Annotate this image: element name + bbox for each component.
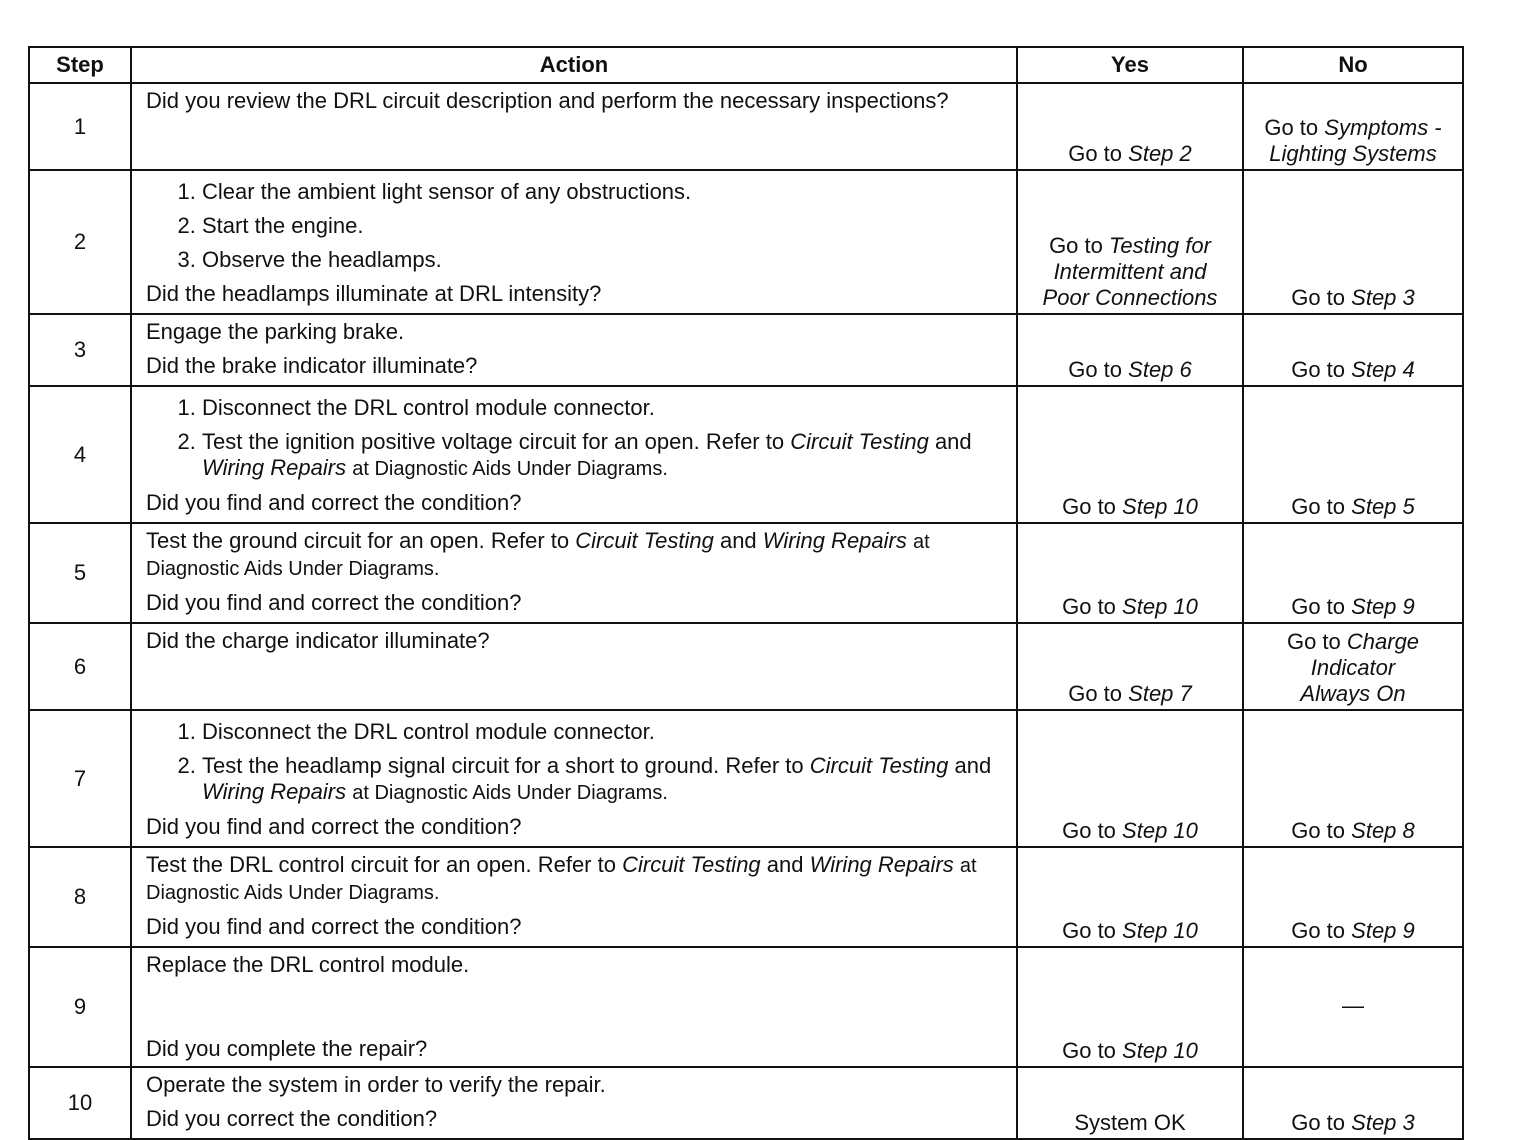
yes-ref: Step 2 [1128,141,1192,166]
no-prefix: Go to [1264,115,1319,140]
step-number: 6 [29,623,131,710]
action-step-item: 3. Observe the headlamps. [202,247,1008,273]
action-text [146,852,1008,906]
location-text: at Diagnostic Aids Under Diagrams. [146,531,930,580]
yes-prefix: Go to [1062,1038,1116,1063]
yes-result: System OK [1074,1110,1186,1135]
action-steps [146,719,1008,806]
table-row [29,1067,1463,1139]
item-text: Test the headlamp signal circuit for a short to ground. Refer to [202,753,804,778]
and-text: and [954,753,992,778]
no-cell [1243,314,1463,386]
yes-ref: Step 10 [1122,818,1198,843]
yes-prefix: Go to [1068,141,1123,166]
action-cell [131,1067,1017,1139]
header-yes: Yes [1017,47,1243,83]
action-cell [131,710,1017,847]
yes-cell [1017,847,1243,947]
yes-cell [1017,83,1243,170]
yes-cell [1017,623,1243,710]
yes-prefix: Go to [1068,357,1123,382]
yes-cell [1017,386,1243,523]
action-question: Did you find and correct the condition? [146,590,522,615]
yes-cell [1017,170,1243,314]
yes-ref: Step 7 [1128,681,1192,706]
yes-ref: Step 10 [1122,494,1198,519]
no-ref: Step 9 [1351,594,1415,619]
ref-wiring-repairs: Wiring Repairs [809,852,954,877]
yes-ref: Step 10 [1122,1038,1198,1063]
yes-prefix: Go to [1062,594,1116,619]
yes-ref: Testing for Intermittent and Poor Connections [1042,233,1218,310]
header-no: No [1243,47,1463,83]
ref-circuit-testing: Circuit Testing [575,528,714,553]
action-steps [146,179,1008,273]
no-cell [1243,947,1463,1067]
no-prefix: Go to [1291,918,1346,943]
no-ref: Step 8 [1351,818,1415,843]
location-text: at Diagnostic Aids Under Diagrams. [352,458,668,480]
no-ref: Charge Indicator Always On [1300,629,1420,706]
action-cell [131,83,1017,170]
location-text: at Diagnostic Aids Under Diagrams. [352,782,668,804]
ref-circuit-testing: Circuit Testing [790,429,929,454]
action-cell [131,170,1017,314]
no-prefix: Go to [1291,1110,1346,1135]
no-ref: Step 3 [1351,285,1415,310]
step-number: 8 [29,847,131,947]
action-text: Replace the DRL control module. [146,952,470,977]
action-question: Did you find and correct the condition? [146,914,522,939]
no-cell [1243,170,1463,314]
no-prefix: Go to [1286,629,1341,654]
table-row [29,623,1463,710]
yes-cell [1017,523,1243,623]
header-row [29,47,1463,83]
no-cell [1243,1067,1463,1139]
and-text: and [934,429,972,454]
ref-wiring-repairs: Wiring Repairs [762,528,907,553]
table-row [29,386,1463,523]
no-cell [1243,847,1463,947]
item-text: Test the ignition positive voltage circuit for an open. Refer to [202,429,785,454]
action-steps [146,395,1008,482]
yes-prefix: Go to [1068,681,1123,706]
no-ref: Symptoms - Lighting Systems [1269,115,1442,166]
step-number: 3 [29,314,131,386]
no-ref: Step 9 [1351,918,1415,943]
action-cell [131,947,1017,1067]
yes-ref: Step 10 [1122,918,1198,943]
no-ref: Step 4 [1351,357,1415,382]
action-text: Engage the parking brake. [146,319,405,344]
table-row [29,710,1463,847]
no-ref: Step 5 [1351,494,1415,519]
header-step: Step [29,47,131,83]
action-question: Did you correct the condition? [146,1106,438,1131]
step-number: 5 [29,523,131,623]
no-prefix: Go to [1291,357,1346,382]
action-step-item: 1. Disconnect the DRL control module connector. [202,719,1008,745]
no-result-dash: — [1342,993,1364,1018]
ref-wiring-repairs: Wiring Repairs [202,455,347,480]
action-question: Did you find and correct the condition? [146,814,522,839]
no-prefix: Go to [1291,818,1346,843]
no-cell [1243,623,1463,710]
item-text: Test the ground circuit for an open. Refer to [146,528,570,553]
step-number: 2 [29,170,131,314]
no-ref: Step 3 [1351,1110,1415,1135]
action-step-item: 1. Clear the ambient light sensor of any obstructions. [202,179,1008,205]
action-text [146,528,1008,582]
step-number: 7 [29,710,131,847]
action-step-item [202,753,1008,806]
no-cell [1243,386,1463,523]
no-prefix: Go to [1291,285,1346,310]
action-cell [131,386,1017,523]
no-prefix: Go to [1291,494,1346,519]
yes-cell [1017,947,1243,1067]
action-question: Did the brake indicator illuminate? [146,353,478,378]
action-step-item [202,429,1008,482]
table-row [29,83,1463,170]
no-prefix: Go to [1291,594,1346,619]
yes-prefix: Go to [1062,918,1116,943]
yes-prefix: Go to [1062,818,1116,843]
table-row [29,947,1463,1067]
action-cell [131,523,1017,623]
yes-cell [1017,314,1243,386]
step-number: 9 [29,947,131,1067]
diagnostic-table [28,46,1464,1140]
table-row [29,847,1463,947]
action-cell [131,314,1017,386]
yes-prefix: Go to [1049,233,1103,258]
and-text: and [719,528,757,553]
action-text: Operate the system in order to verify the repair. [146,1072,606,1097]
action-question: Did the headlamps illuminate at DRL intensity? [146,281,602,306]
action-cell [131,623,1017,710]
yes-cell [1017,710,1243,847]
action-question: Did you complete the repair? [146,1036,428,1061]
ref-circuit-testing: Circuit Testing [622,852,761,877]
and-text: and [766,852,804,877]
yes-cell [1017,1067,1243,1139]
no-cell [1243,83,1463,170]
table-row [29,523,1463,623]
item-text: Test the DRL control circuit for an open. Refer to [146,852,616,877]
ref-circuit-testing: Circuit Testing [809,753,949,778]
step-number: 10 [29,1067,131,1139]
header-action: Action [131,47,1017,83]
action-text: Did you review the DRL circuit description and perform the necessary inspections? [146,88,949,113]
action-step-item: 1. Disconnect the DRL control module connector. [202,395,1008,421]
location-text: at Diagnostic Aids Under Diagrams. [146,855,977,904]
action-text: Did the charge indicator illuminate? [146,628,490,653]
yes-prefix: Go to [1062,494,1116,519]
action-question: Did you find and correct the condition? [146,490,522,515]
yes-ref: Step 6 [1128,357,1192,382]
table-row [29,170,1463,314]
ref-wiring-repairs: Wiring Repairs [202,779,347,804]
yes-ref: Step 10 [1122,594,1198,619]
step-number: 1 [29,83,131,170]
no-cell [1243,710,1463,847]
action-step-item: 2. Start the engine. [202,213,1008,239]
table-row [29,314,1463,386]
step-number: 4 [29,386,131,523]
action-cell [131,847,1017,947]
no-cell [1243,523,1463,623]
